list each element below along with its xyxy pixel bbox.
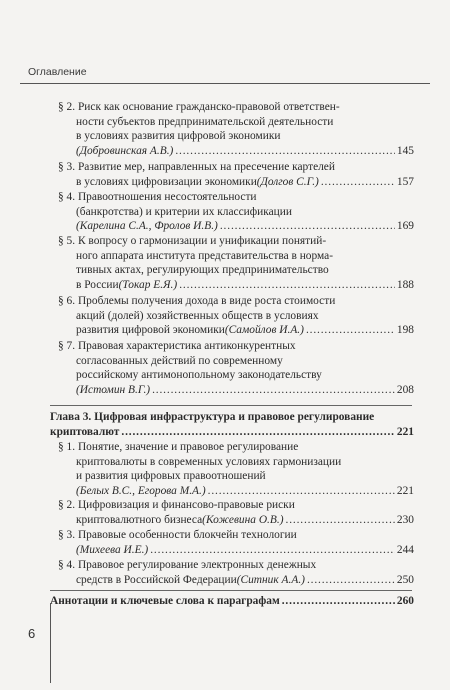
toc-entry-page: 221 bbox=[396, 484, 414, 497]
toc-entry-line: Правовые особенности блокчейн технологии bbox=[77, 529, 297, 541]
toc-entry-line: К вопросу о гармонизации и унификации понятий- bbox=[77, 235, 327, 247]
leader-dots bbox=[286, 513, 395, 528]
toc-entry-text: в России bbox=[76, 278, 119, 291]
toc-entry-line: Развитие мер, направленных на пресечение картелей bbox=[77, 161, 335, 173]
toc-entry-author: (Истомин В.Г.) bbox=[76, 383, 151, 396]
toc-entry-text: развития цифровой экономики bbox=[76, 324, 225, 337]
toc-entry-author: (Ситник А.А.) bbox=[236, 573, 305, 586]
toc-entry-text: криптовалютного бизнеса bbox=[76, 513, 203, 526]
leader-dots bbox=[321, 175, 395, 190]
margin-rule bbox=[50, 603, 51, 683]
toc-entry-mark: § 7. bbox=[58, 340, 76, 352]
toc-entry-page: 230 bbox=[396, 513, 414, 526]
toc-entry-line: Проблемы получения дохода в виде роста стоимости bbox=[77, 295, 336, 307]
toc-entry-page: 169 bbox=[396, 220, 414, 233]
toc-entry-page: 250 bbox=[396, 573, 414, 586]
toc-entry[interactable] bbox=[58, 558, 414, 587]
toc-entry-text: в условиях цифровизации экономики bbox=[76, 175, 257, 188]
toc-entry-page: 157 bbox=[396, 175, 414, 188]
running-head: Оглавление bbox=[28, 66, 87, 78]
toc-entry-line: Понятие, значение и правовое регулирование bbox=[77, 441, 299, 453]
section-divider bbox=[50, 590, 412, 591]
toc-entry-line: российскому антимонопольному законодательству bbox=[76, 369, 322, 382]
toc-entry-author: (Долгов С.Г.) bbox=[256, 175, 319, 188]
leader-dots bbox=[220, 219, 395, 234]
chapter-page: 221 bbox=[396, 425, 414, 438]
leader-dots bbox=[175, 144, 395, 159]
toc-entry-page: 208 bbox=[396, 383, 414, 396]
leader-dots bbox=[121, 425, 395, 440]
toc-entry-text: средств в Российской Федерации bbox=[76, 573, 237, 586]
leader-dots bbox=[307, 573, 395, 588]
toc-entry[interactable] bbox=[58, 294, 414, 338]
toc-entry-line: в условиях развития цифровой экономики bbox=[76, 130, 281, 143]
chapter-title-line: криптовалют bbox=[50, 425, 120, 438]
toc-entry-line: Правовое регулирование электронных денежных bbox=[77, 559, 317, 571]
toc-entry-author: (Токар Е.Я.) bbox=[118, 278, 178, 291]
toc-entry-mark: § 4. bbox=[58, 559, 76, 571]
toc-entry-line: и развития цифровых правоотношений bbox=[76, 470, 266, 483]
toc-entry-page: 188 bbox=[396, 278, 414, 291]
toc-entry-mark: § 2. bbox=[58, 499, 76, 511]
toc-entry-line: Цифровизация и финансово-правовые риски bbox=[77, 499, 295, 511]
toc-entry-page: 145 bbox=[396, 144, 414, 157]
header-rule bbox=[20, 83, 430, 84]
toc-entry-author: (Михеева И.Е.) bbox=[76, 543, 149, 556]
toc-entry-author: (Кожевина О.В.) bbox=[202, 513, 284, 526]
toc-entry-line: Правоотношения несостоятельности bbox=[77, 191, 257, 203]
toc-entry[interactable] bbox=[58, 160, 414, 189]
toc-entry[interactable] bbox=[58, 440, 414, 498]
annotations-title: Аннотации и ключевые слова к параграфам bbox=[50, 595, 280, 607]
annotations-entry[interactable] bbox=[50, 594, 414, 609]
toc-entry[interactable] bbox=[58, 234, 414, 292]
toc-entry-author: (Белых В.С., Егорова М.А.) bbox=[76, 484, 206, 497]
chapter-entry[interactable] bbox=[50, 410, 414, 439]
toc-entry-line: тивных актах, регулирующих предпринимательство bbox=[76, 264, 329, 277]
toc-entry-mark: § 6. bbox=[58, 295, 76, 307]
toc-entry[interactable] bbox=[58, 339, 414, 397]
toc-entry-line: согласованных действий по современному bbox=[76, 354, 283, 367]
toc-entry-mark: § 4. bbox=[58, 191, 76, 203]
toc-entry[interactable] bbox=[58, 100, 414, 158]
annotations-page: 260 bbox=[396, 595, 414, 607]
toc-entry-line: (банкротства) и критерии их классификации bbox=[76, 205, 292, 218]
leader-dots bbox=[150, 543, 395, 558]
section-divider bbox=[50, 405, 412, 406]
chapter-mark: Глава 3. bbox=[50, 411, 92, 423]
toc-entry-mark: § 2. bbox=[58, 101, 76, 113]
toc-entry-author: (Карелина С.А., Фролов И.В.) bbox=[76, 220, 218, 233]
toc-entry-mark: § 3. bbox=[58, 161, 76, 173]
toc-entry[interactable] bbox=[58, 528, 414, 557]
page-number: 6 bbox=[28, 626, 36, 641]
toc-entry-author: (Самойлов И.А.) bbox=[224, 324, 304, 337]
toc-entry-page: 244 bbox=[396, 543, 414, 556]
toc-entry-line: акций (долей) хозяйственных обществ в условиях bbox=[76, 309, 319, 322]
toc-entry[interactable] bbox=[58, 498, 414, 527]
leader-dots bbox=[306, 323, 395, 338]
toc-entry-page: 198 bbox=[396, 324, 414, 337]
chapter-title-line: Цифровая инфраструктура и правовое регулирование bbox=[94, 411, 375, 423]
toc-entry-mark: § 1. bbox=[58, 441, 76, 453]
toc-entry-author: (Добровинская А.В.) bbox=[76, 144, 174, 157]
toc-entry-line: Правовая характеристика антиконкурентных bbox=[77, 340, 296, 352]
toc-entry-line: Риск как основание гражданско-правовой ответствен- bbox=[77, 101, 340, 113]
leader-dots bbox=[179, 278, 395, 293]
toc-entry-mark: § 3. bbox=[58, 529, 76, 541]
toc-entry-mark: § 5. bbox=[58, 235, 76, 247]
toc-entry-line: ности субъектов предпринимательской деятельности bbox=[76, 115, 334, 128]
leader-dots bbox=[208, 484, 395, 499]
leader-dots bbox=[282, 594, 395, 609]
toc-entry[interactable] bbox=[58, 190, 414, 234]
toc-entry-line: ного аппарата института представительства в норма- bbox=[76, 249, 334, 262]
toc-entry-line: криптовалюты в современных условиях гармонизации bbox=[76, 455, 342, 468]
leader-dots bbox=[152, 383, 395, 398]
